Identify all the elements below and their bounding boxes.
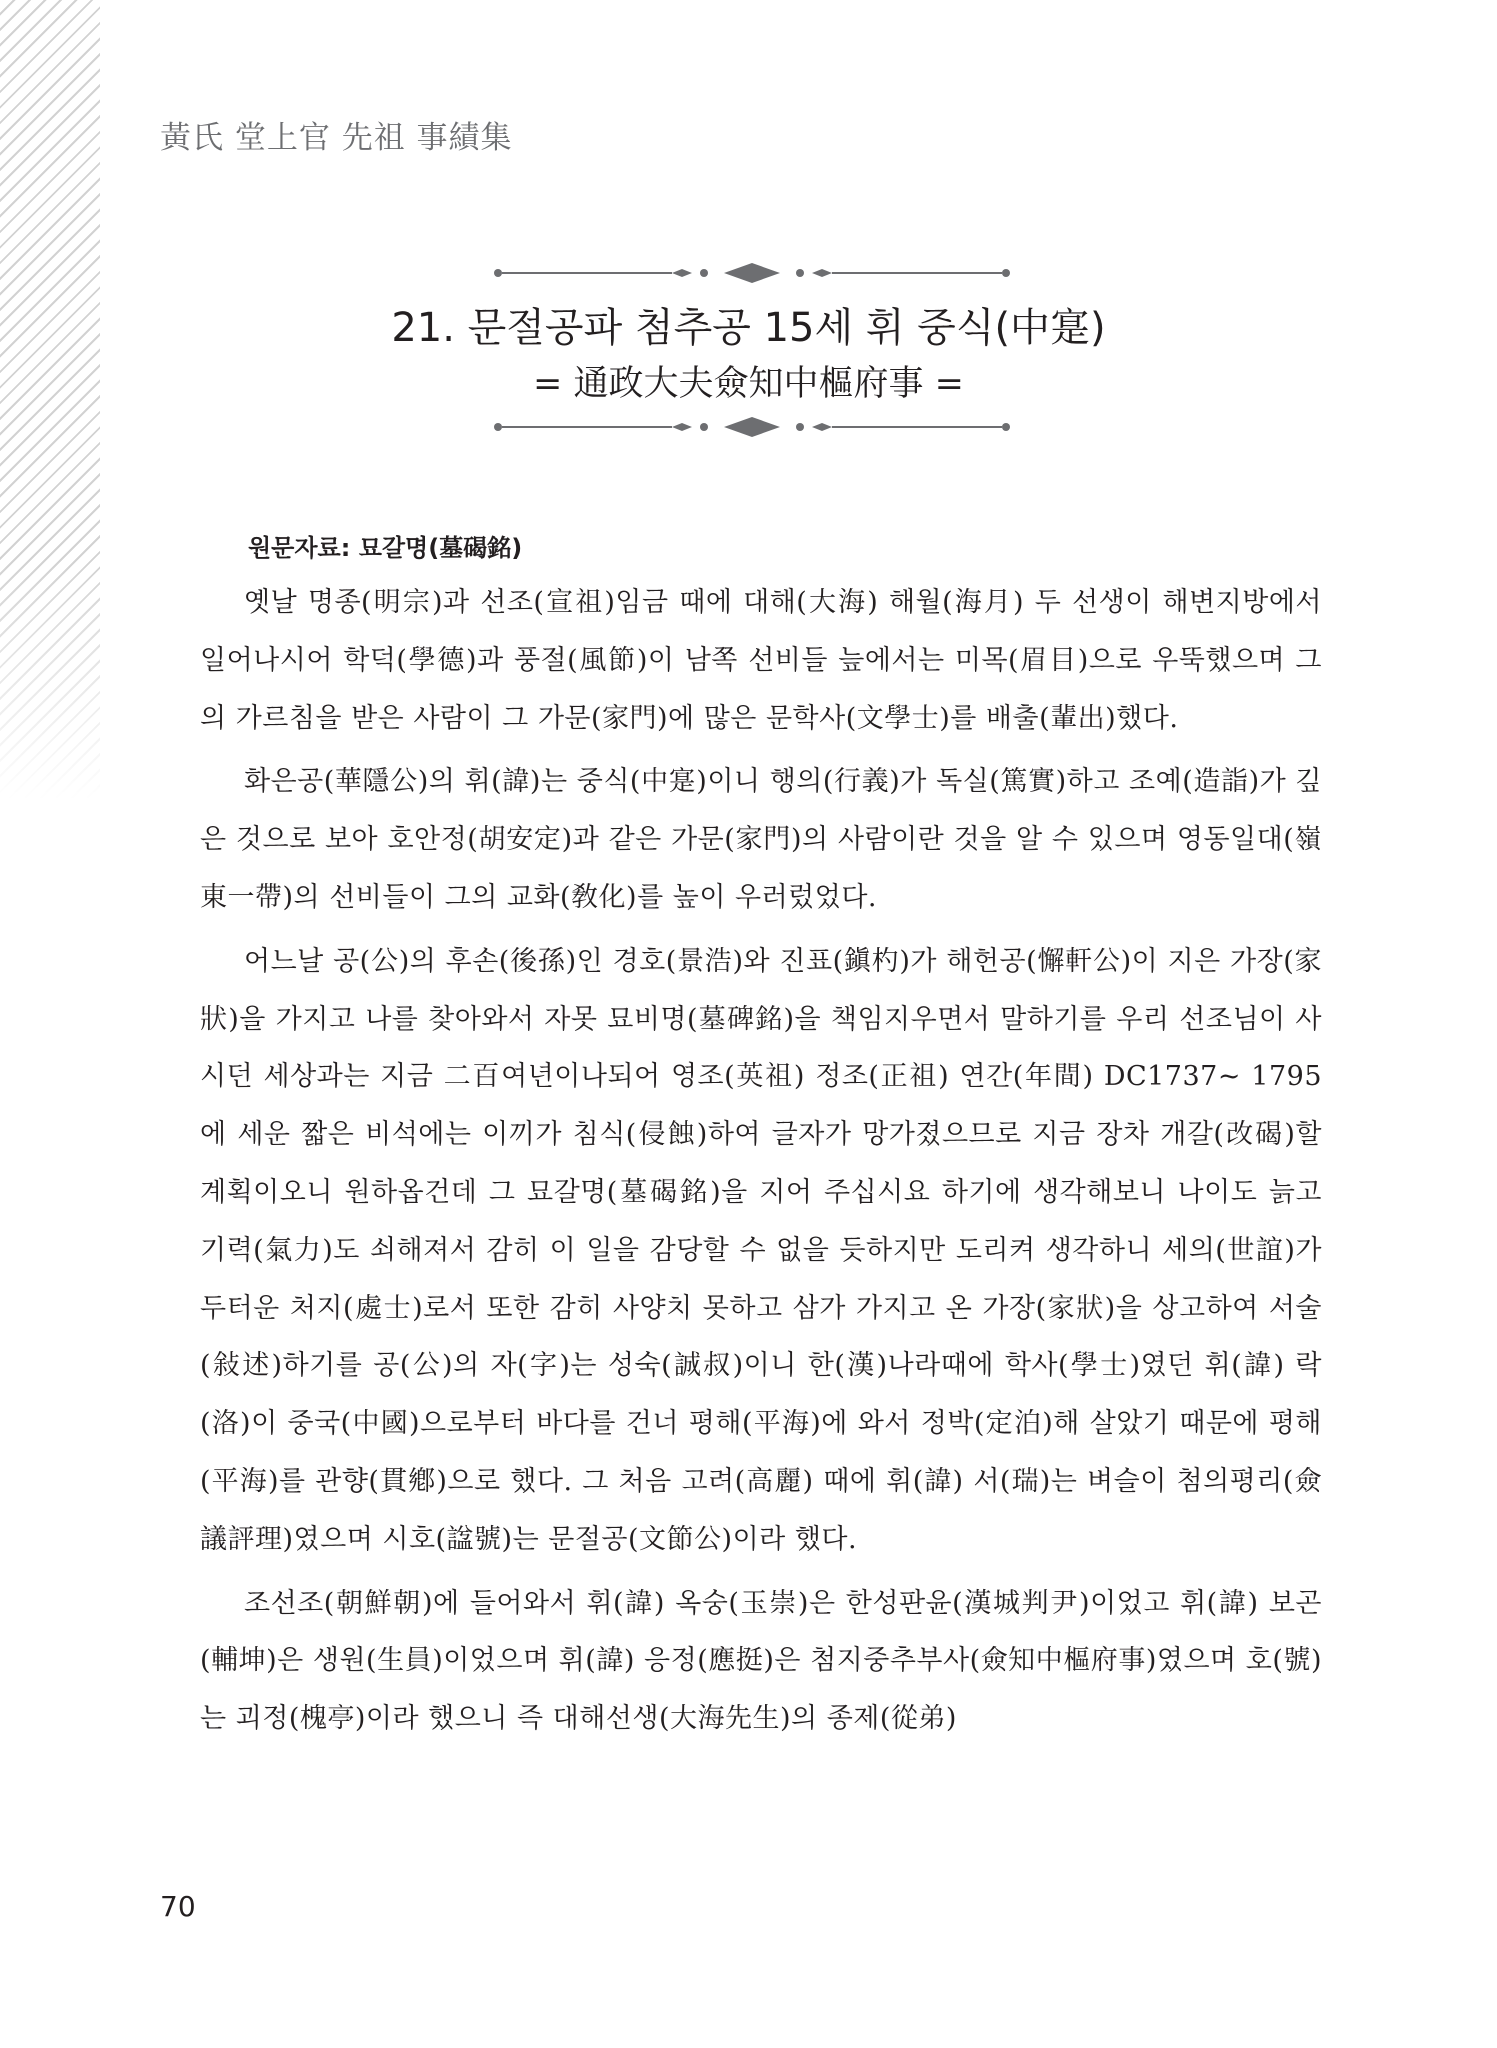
title-ornament-top <box>492 258 1012 288</box>
body-text <box>200 574 1322 1754</box>
paragraph: 옛날 명종(明宗)과 선조(宣祖)임금 때에 대해(大海) 해월(海月) 두 선생이 해변지방에서 일어나시어 학덕(學德)과 풍절(風節)이 남쪽 선비들 늪에서는 미목(眉目)으로 우뚝했으며 그의 가르침을 받은 사람이 그 가문(家門)에 많은 문학사(文學士)를 배출(輩出)했다. <box>200 587 1322 734</box>
title-ornament-bottom <box>492 412 1012 442</box>
page-number: 70 <box>160 1890 196 1923</box>
running-header: 黃氏 堂上官 先祖 事績集 <box>160 120 513 156</box>
paragraph: 어느날 공(公)의 후손(後孫)인 경호(景浩)와 진표(鎭杓)가 해헌공(懈軒公)이 지은 가장(家狀)을 가지고 나를 찾아와서 자못 묘비명(墓碑銘)을 책임지우면서 말하기를 우리 선조님이 사시던 세상과는 지금 二百여년이나되어 영조(英祖) 정조(正祖) 연간(年間) DC1737~ 1795에 세운 짧은 비석에는 이끼가 침식(侵蝕)하여 글자가 망가졌으므로 지금 장차 개갈(改碣)할 계획이오니 원하옵건데 그 묘갈명(墓碣銘)을 지어 주십시요 하기에 생각해보니 나이도 늙고 기력(氣力)도 쇠해져서 감히 이 일을 감당할 수 없을 듯하지만 도리켜 생각하니 세의(世誼)가 두터운 처지(處士)로서 또한 감히 사양치 못하고 삼가 가지고 온 가장(家狀)을 상고하여 서술(敍述)하기를 공(公)의 자(字)는 성숙(誠叔)이니 한(漢)나라때에 학사(學士)였던 휘(諱) 락(洛)이 중국(中國)으로부터 바다를 건너 평해(平海)에 와서 정박(定泊)해 살았기 때문에 평해(平海)를 관향(貫鄕)으로 했다. 그 처음 고려(高麗) 때에 휘(諱) 서(瑞)는 벼슬이 첨의평리(僉議評理)였으며 시호(諡號)는 문절공(文節公)이라 했다. <box>200 945 1322 1555</box>
paragraph: 화은공(華隱公)의 휘(諱)는 중식(中寔)이니 행의(行義)가 독실(篤實)하고 조예(造詣)가 깊은 것으로 보아 호안정(胡安定)과 같은 가문(家門)의 사람이란 것을 알 수 있으며 영동일대(嶺東一帶)의 선비들이 그의 교화(敎化)를 높이 우러렀었다. <box>200 766 1322 913</box>
section-label: 원문자료: 묘갈명(墓碣銘) <box>248 534 523 562</box>
article-title: 21. 문절공파 첨추공 15세 휘 중식(中寔) <box>391 305 1106 351</box>
paragraph: 조선조(朝鮮朝)에 들어와서 휘(諱) 옥숭(玉崇)은 한성판윤(漢城判尹)이었고 휘(諱) 보곤(輔坤)은 생원(生員)이었으며 휘(諱) 응정(應挺)은 첨지중추부사(僉知中樞府事)였으며 호(號)는 괴정(槐亭)이라 했으니 즉 대해선생(大海先生)의 종제(從弟) <box>200 1587 1322 1735</box>
article-subtitle: = 通政大夫僉知中樞府事 = <box>533 364 964 404</box>
